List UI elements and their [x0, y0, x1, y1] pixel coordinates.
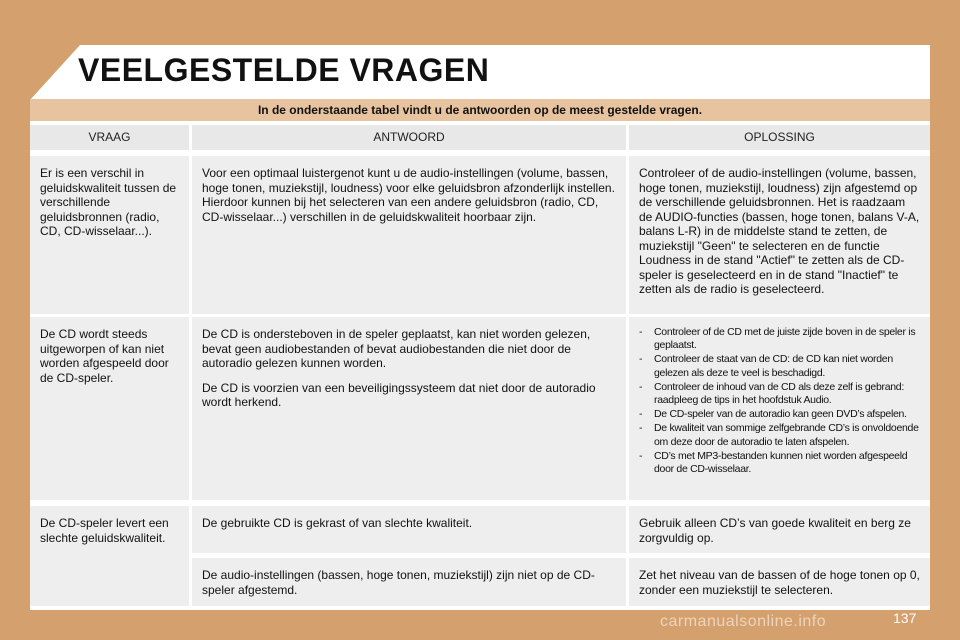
row-1-answer: Voor een optimaal luistergenot kunt u de audio-instellingen (volume, bassen, hoge tonen, muziekstijl, loudness) voor elke geluidsbron afzonderlijk instellen. Hierdoor kunnen bij het selecteren van een andere geluidsbron (radio, CD, CD-wisselaar...) verschillen in de geluidskwaliteit hoorbaar zijn. — [202, 166, 615, 224]
row-3a-answer-cell — [192, 506, 626, 553]
row-3a-solution-cell — [629, 506, 930, 553]
row-2-answer-paragraph-1: De CD is ondersteboven in de speler geplaatst, kan niet worden gelezen, bevat geen audiobestanden of bevat audiobestanden die niet door de autoradio gelezen kunnen worden. — [202, 327, 591, 370]
row-1-answer-cell — [192, 156, 626, 314]
row-3b-solution: Zet het niveau van de bassen of de hoge tonen op 0, zonder een muziekstijl te selecteren. — [639, 568, 920, 597]
list-item: - De CD-speler van de autoradio kan geen DVD’s afspelen. — [639, 408, 920, 421]
page-title: VEELGESTELDE VRAGEN — [78, 52, 490, 88]
subtitle-text: In de onderstaande tabel vindt u de antwoorden op de meest gestelde vragen. — [257, 103, 703, 117]
list-item: - De kwaliteit van sommige zelfgebrande CD’s is onvoldoende om deze door de autoradio te laten afspelen. — [639, 422, 920, 448]
row-3a-solution: Gebruik alleen CD’s van goede kwaliteit en berg ze zorgvuldig op. — [639, 516, 911, 545]
row-2-solution-cell — [629, 317, 930, 500]
watermark: carmanualsonline.info — [660, 613, 827, 630]
row-3-question-cell — [30, 506, 189, 606]
list-item: - Controleer of de CD met de juiste zijde boven in de speler is geplaatst. — [639, 326, 920, 352]
subtitle-band — [30, 99, 930, 121]
row-3b-solution-cell — [629, 558, 930, 606]
column-header-solution: OPLOSSING — [629, 125, 930, 150]
row-2-question: De CD wordt steeds uitgeworpen of kan niet worden afgespeeld door de CD-speler. — [40, 327, 169, 385]
row-2-answer-cell — [192, 317, 626, 500]
row-1-question-cell — [30, 156, 189, 314]
page-number: 137 — [893, 610, 917, 626]
list-item: - Controleer de inhoud van de CD als deze zelf is gebrand: raadpleeg de tips in het hoofdstuk Audio. — [639, 381, 920, 407]
row-3-question: De CD-speler levert een slechte geluidskwaliteit. — [40, 516, 169, 545]
list-item: - CD’s met MP3-bestanden kunnen niet worden afgespeeld door de CD-wisselaar. — [639, 450, 920, 476]
row-3a-answer: De gebruikte CD is gekrast of van slechte kwaliteit. — [202, 516, 473, 530]
list-item: - Controleer de staat van de CD: de CD kan niet worden gelezen als deze te veel is beschadigd. — [639, 353, 920, 379]
row-2-answer-paragraph-2: De CD is voorzien van een beveiligingssysteem dat niet door de autoradio wordt herkend. — [202, 380, 596, 409]
column-header-question: VRAAG — [30, 125, 189, 150]
row-3b-answer: De audio-instellingen (bassen, hoge tonen, muziekstijl) zijn niet op de CD-speler afgestemd. — [202, 568, 595, 597]
row-3b-answer-cell — [192, 558, 626, 606]
page-corner-notch — [30, 45, 80, 100]
row-2-solution-list — [639, 326, 920, 476]
row-1-solution-cell — [629, 156, 930, 314]
row-2-question-cell — [30, 317, 189, 500]
column-header-answer: ANTWOORD — [192, 125, 626, 150]
row-1-solution: Controleer of de audio-instellingen (volume, bassen, hoge tonen, muziekstijl, loudness) zijn afgestemd op de verschillende geluidsbronnen. Het is raadzaam de AUDIO-functies (bassen, hoge tonen, balans V-A, balans L-R) in de middelste stand te zetten, de muziekstijl "Geen" te selecteren en de functie Loudness in de stand "Actief" te zetten als de CD-speler is geselecteerd en in de stand "Inactief" te zetten als de radio is geselecteerd. — [639, 166, 920, 296]
row-1-question: Er is een verschil in geluidskwaliteit tussen de verschillende geluidsbronnen (radio, CD, CD-wisselaar...). — [40, 166, 177, 238]
